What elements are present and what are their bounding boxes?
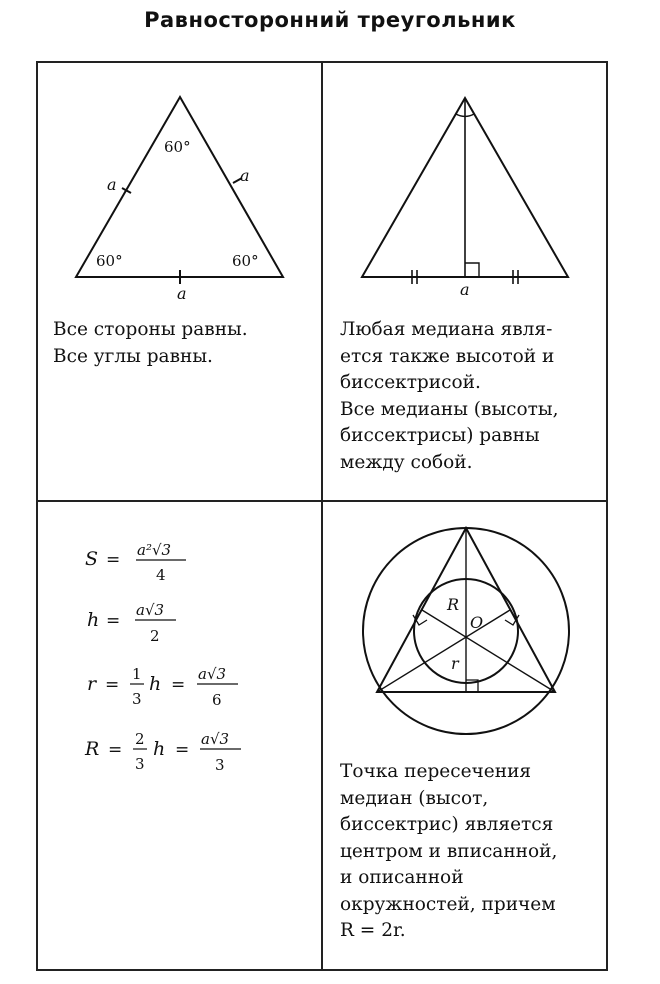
triangle-median-figure	[362, 98, 568, 299]
cell2-text: Любая медиана явля- ется также высотой и биссектрисой. Все медианы (высоты, биссектрисы) равны между собой.	[340, 319, 559, 473]
circles-figure	[363, 528, 569, 734]
median-side-label: a	[460, 280, 470, 299]
svg-text:R: R	[85, 738, 100, 760]
svg-text:=: =	[105, 675, 120, 695]
svg-text:1: 1	[132, 665, 142, 683]
svg-text:a√3: a√3	[201, 730, 230, 748]
svg-text:=: =	[106, 550, 121, 570]
angle-left-label: 60°	[96, 252, 123, 270]
formula-height-h	[87, 601, 176, 645]
formula-circumradius-R	[84, 730, 241, 774]
angle-top-label: 60°	[164, 138, 191, 156]
angle-right-label: 60°	[232, 252, 259, 270]
svg-text:=: =	[106, 611, 121, 631]
svg-text:a√3: a√3	[136, 601, 165, 619]
svg-text:h: h	[149, 673, 162, 695]
side-left-label: a	[107, 175, 117, 194]
side-right-label: a	[240, 166, 250, 185]
svg-text:a²√3: a²√3	[137, 541, 172, 559]
svg-text:4: 4	[156, 566, 166, 584]
svg-text:2: 2	[135, 730, 145, 748]
svg-text:r: r	[87, 673, 97, 695]
side-bottom-label: a	[177, 284, 187, 303]
right-angle-mark	[465, 263, 479, 277]
cell1-text: Все стороны равны. Все углы равны.	[53, 319, 248, 367]
svg-text:3: 3	[135, 755, 145, 773]
svg-text:h: h	[87, 609, 100, 631]
formula-inradius-r	[87, 665, 238, 709]
svg-text:=: =	[175, 740, 190, 760]
page-title: Равносторонний треугольник	[144, 8, 516, 32]
label-r: r	[451, 654, 459, 673]
label-R: R	[447, 595, 460, 614]
svg-text:=: =	[171, 675, 186, 695]
svg-text:3: 3	[132, 690, 142, 708]
formula-area-S	[85, 541, 186, 584]
svg-text:h: h	[153, 738, 166, 760]
svg-text:3: 3	[215, 756, 225, 774]
label-O: O	[470, 613, 484, 632]
formula-area	[84, 541, 241, 774]
svg-text:S: S	[85, 548, 99, 570]
triangle-angles-figure	[76, 97, 283, 303]
svg-text:2: 2	[150, 627, 160, 645]
svg-text:=: =	[108, 740, 123, 760]
svg-text:6: 6	[212, 691, 222, 709]
svg-text:a√3: a√3	[198, 665, 227, 683]
cell4-text: Точка пересечения медиан (высот, биссектрис) является центром и вписанной, и описанной окружностей, причем R = 2r.	[340, 761, 558, 941]
